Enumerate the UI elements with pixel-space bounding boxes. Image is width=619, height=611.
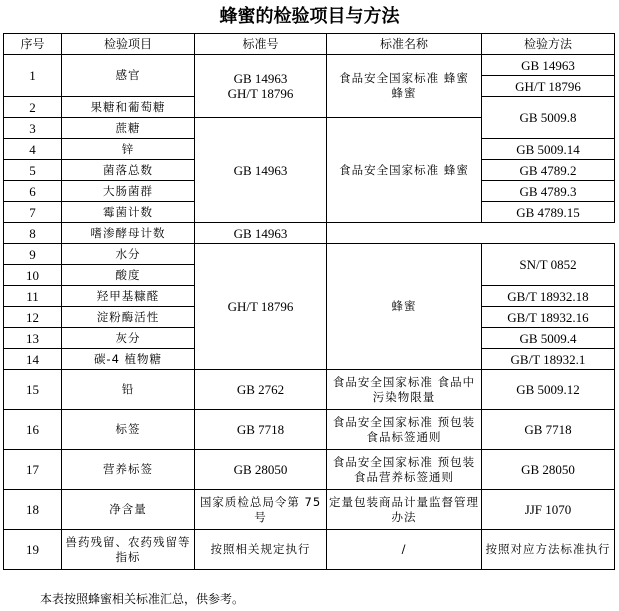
row-method: GB 5009.12	[482, 370, 615, 410]
group3-standard-no: GH/T 18796	[195, 244, 327, 370]
row-method: GB 4789.15	[482, 202, 615, 223]
row-item: 标签	[62, 410, 195, 450]
row-method: GB 5009.8	[482, 97, 615, 139]
row-standard-no: GB 28050	[195, 450, 327, 490]
page-title: 蜂蜜的检验项目与方法	[219, 6, 400, 27]
row-method: 按照对应方法标准执行	[482, 530, 615, 570]
table-row	[4, 55, 615, 76]
row-no: 4	[4, 139, 62, 160]
row-no: 10	[4, 265, 62, 286]
row-standard-name: 定量包装商品计量监督管理办法	[327, 490, 482, 530]
row-method: GH/T 18796	[482, 76, 615, 97]
row-item: 净含量	[62, 490, 195, 530]
row-no: 8	[4, 223, 62, 244]
row-no: 12	[4, 307, 62, 328]
row-standard-name: 食品安全国家标准 食品中污染物限量	[327, 370, 482, 410]
row-standard-no: GB 7718	[195, 410, 327, 450]
group1-standard-name: 食品安全国家标准 蜂蜜 蜂蜜	[327, 55, 482, 118]
row-no: 5	[4, 160, 62, 181]
row-method: GB 5009.14	[482, 139, 615, 160]
row-no: 18	[4, 490, 62, 530]
row-no: 14	[4, 349, 62, 370]
group1-standard-no: GB 14963 GH/T 18796	[195, 55, 327, 118]
row-standard-name: 食品安全国家标准 预包装食品营养标签通则	[327, 450, 482, 490]
row-no: 16	[4, 410, 62, 450]
row-standard-name: /	[327, 530, 482, 570]
table-row	[4, 410, 615, 450]
row-item: 蔗糖	[62, 118, 195, 139]
row-no: 6	[4, 181, 62, 202]
row-no: 9	[4, 244, 62, 265]
row-method: GB 14963	[195, 223, 327, 244]
row-standard-no: 国家质检总局令第 75 号	[195, 490, 327, 530]
row-no: 7	[4, 202, 62, 223]
header-standard-no: 标准号	[195, 34, 327, 55]
table-row	[4, 244, 615, 265]
row-method: JJF 1070	[482, 490, 615, 530]
row-method: GB 7718	[482, 410, 615, 450]
row-item: 感官	[62, 55, 195, 97]
row-method: GB 28050	[482, 450, 615, 490]
table-row	[4, 490, 615, 530]
row-method: GB 4789.3	[482, 181, 615, 202]
row-item: 碳-4 植物糖	[62, 349, 195, 370]
table-row	[4, 530, 615, 570]
row-method: GB/T 18932.16	[482, 307, 615, 328]
row-item: 果糖和葡萄糖	[62, 97, 195, 118]
row-standard-name: 食品安全国家标准 预包装食品标签通则	[327, 410, 482, 450]
group2-standard-name: 食品安全国家标准 蜂蜜	[327, 118, 482, 223]
row-method: GB/T 18932.18	[482, 286, 615, 307]
row-item: 兽药残留、农药残留等指标	[62, 530, 195, 570]
row-no: 1	[4, 55, 62, 97]
row-item: 水分	[62, 244, 195, 265]
table-header-row	[4, 34, 615, 55]
row-item: 灰分	[62, 328, 195, 349]
group3-standard-name: 蜂蜜	[327, 244, 482, 370]
row-method: GB 4789.2	[482, 160, 615, 181]
row-item: 酸度	[62, 265, 195, 286]
row-no: 17	[4, 450, 62, 490]
row-item: 营养标签	[62, 450, 195, 490]
row-item: 锌	[62, 139, 195, 160]
row-standard-no: GB 2762	[195, 370, 327, 410]
inspection-table	[3, 33, 615, 570]
header-item: 检验项目	[62, 34, 195, 55]
row-method: GB 14963	[482, 55, 615, 76]
row-method: GB 5009.4	[482, 328, 615, 349]
row-item: 嗜渗酵母计数	[62, 223, 195, 244]
row-no: 11	[4, 286, 62, 307]
row-standard-no: 按照相关规定执行	[195, 530, 327, 570]
table-row	[4, 450, 615, 490]
row-method: GB/T 18932.1	[482, 349, 615, 370]
row-no: 2	[4, 97, 62, 118]
row-item: 羟甲基糠醛	[62, 286, 195, 307]
table-row	[4, 370, 615, 410]
row-item: 菌落总数	[62, 160, 195, 181]
row-no: 3	[4, 118, 62, 139]
row-no: 13	[4, 328, 62, 349]
header-method: 检验方法	[482, 34, 615, 55]
row-item: 霉菌计数	[62, 202, 195, 223]
table-row	[4, 223, 615, 244]
header-serial: 序号	[4, 34, 62, 55]
row-item: 淀粉酶活性	[62, 307, 195, 328]
footer-note: 本表按照蜂蜜相关标准汇总，供参考。	[40, 592, 245, 606]
row-method: SN/T 0852	[482, 244, 615, 286]
group2-standard-no: GB 14963	[195, 118, 327, 223]
row-item: 大肠菌群	[62, 181, 195, 202]
row-item: 铅	[62, 370, 195, 410]
row-no: 19	[4, 530, 62, 570]
row-no: 15	[4, 370, 62, 410]
header-standard-name: 标准名称	[327, 34, 482, 55]
